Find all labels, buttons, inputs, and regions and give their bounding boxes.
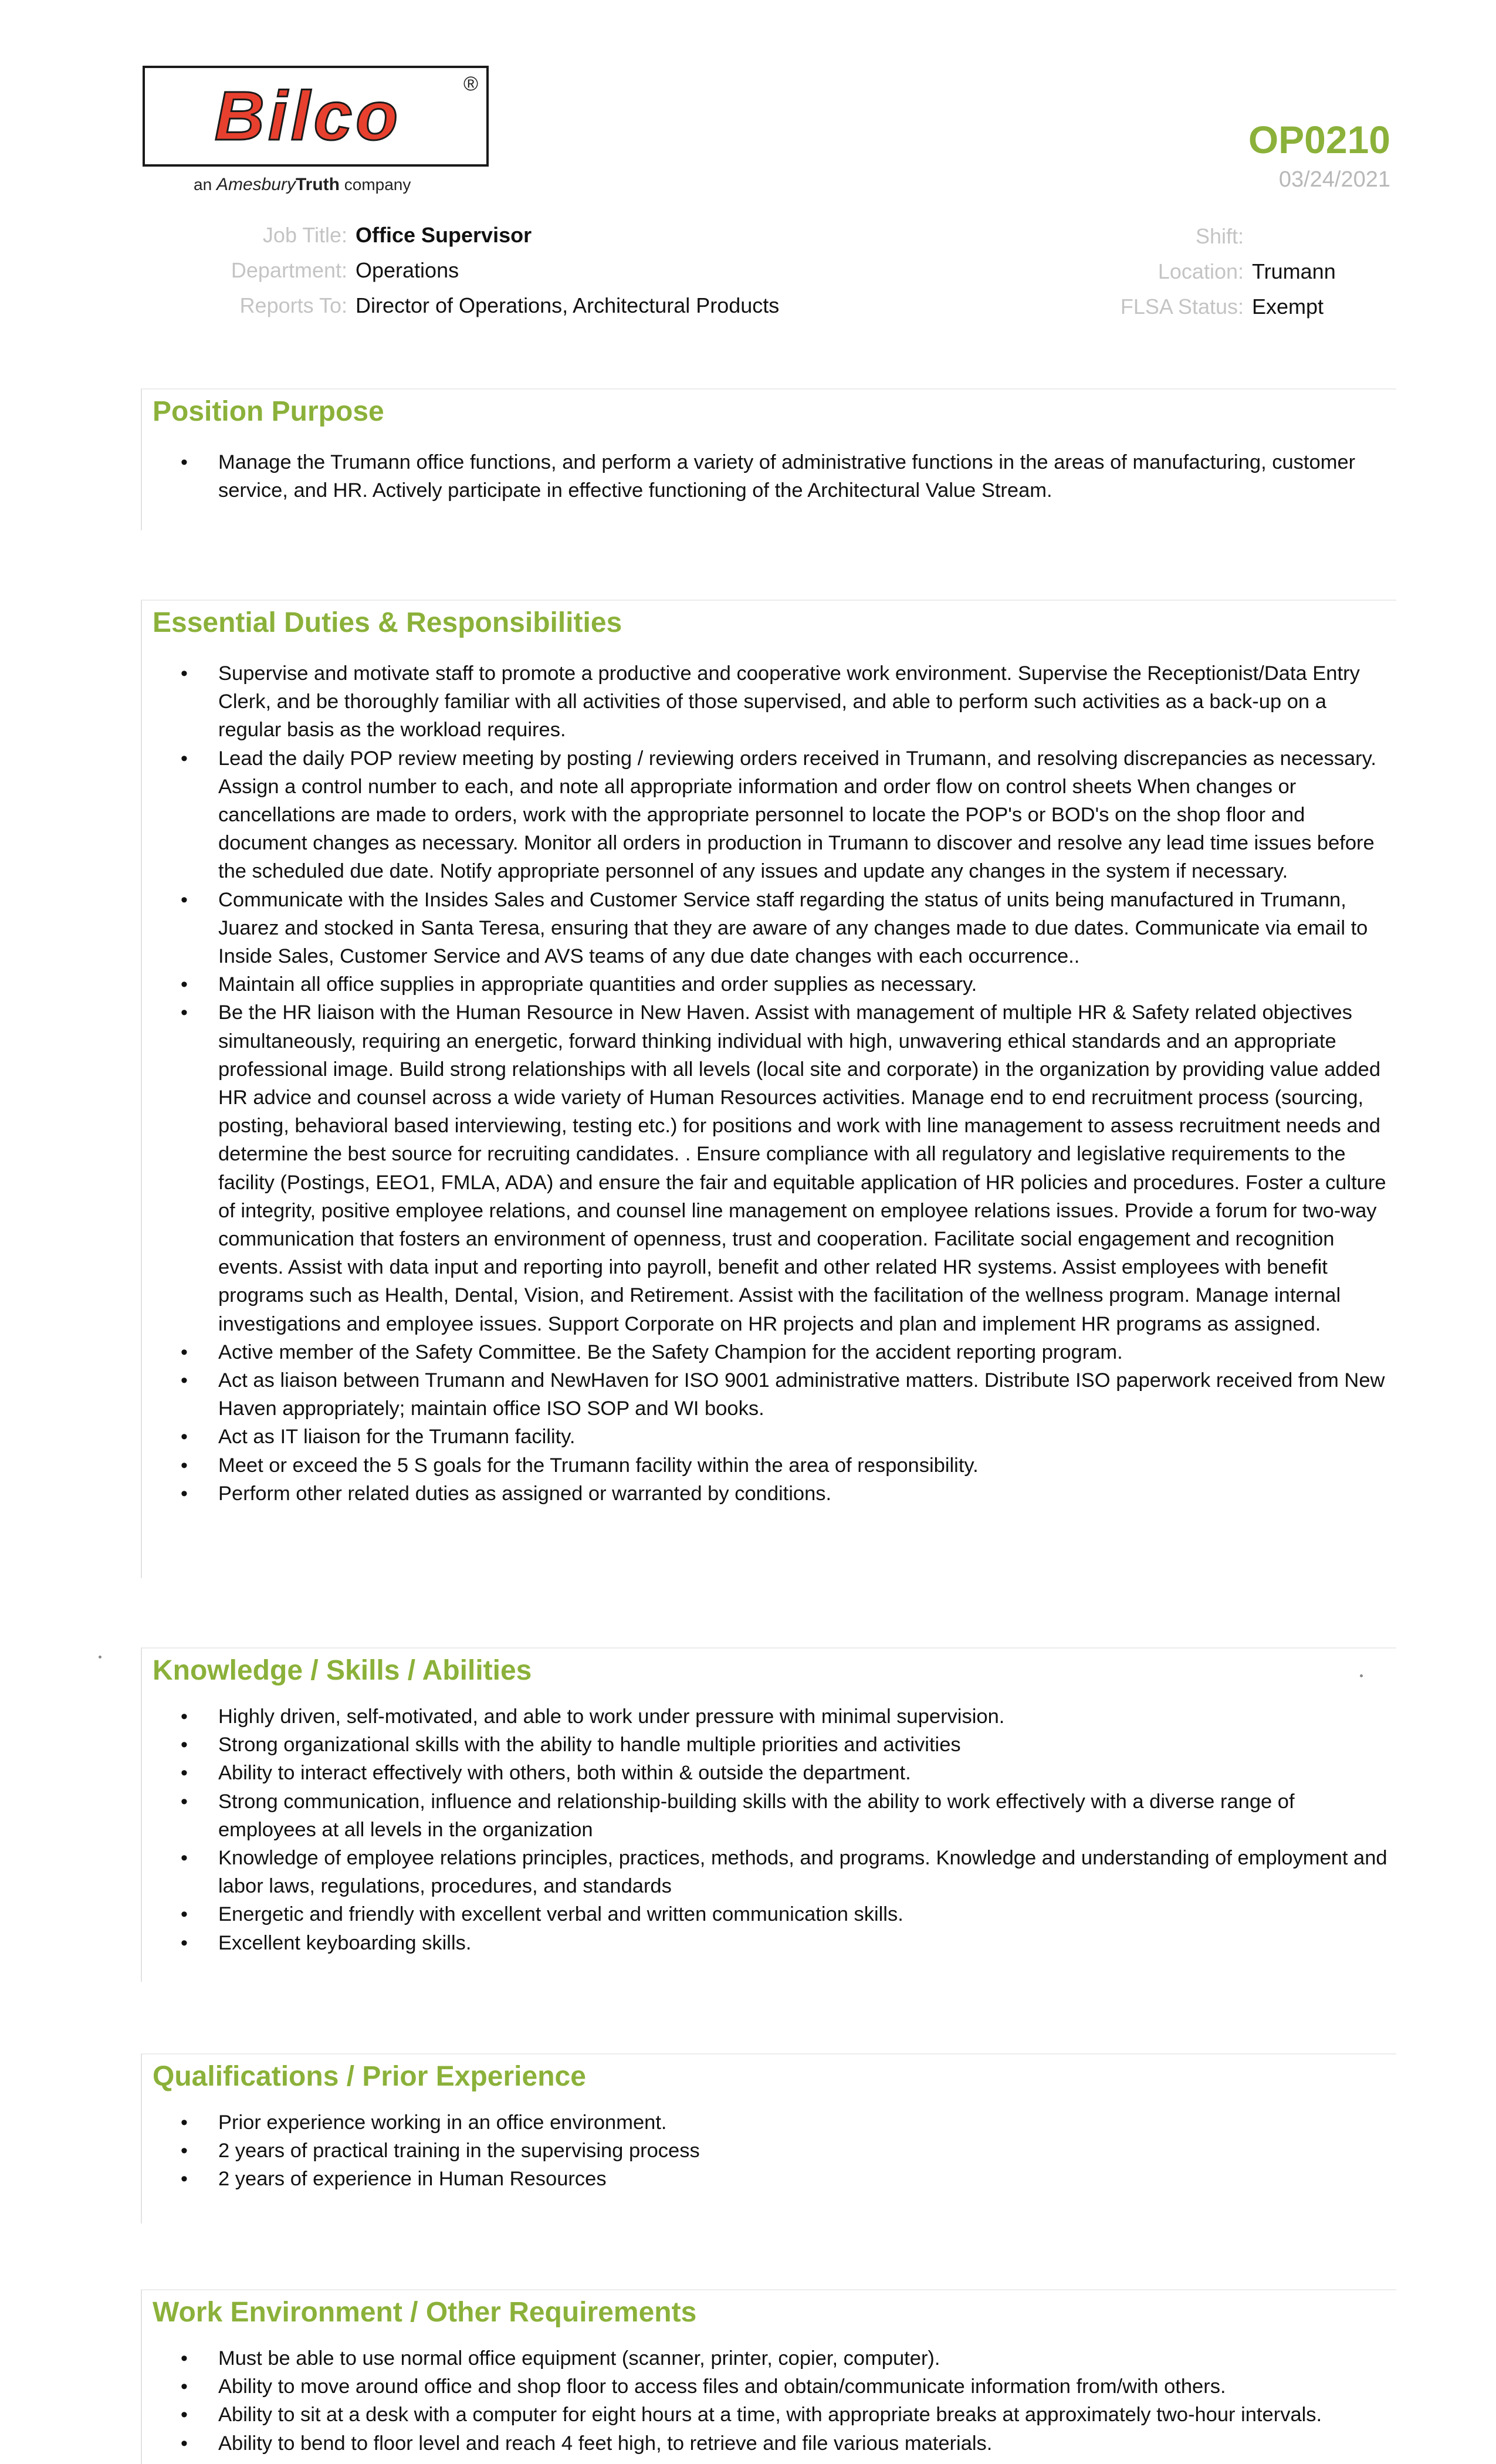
tagline-prefix: an <box>194 175 212 194</box>
document-date: 03/24/2021 <box>1278 167 1390 192</box>
shift-row <box>1068 224 1252 249</box>
list-item: • Supervise and motivate staff to promote a productive and cooperative work environment. Supervise the Receptionist/Data Entry Clerk, and be thoroughly familiar with all activities of those supervised, and able to perform such activities as a back-up on a regular basis as the workload requires. <box>181 659 1389 744</box>
department-value: Operations <box>356 258 459 282</box>
list-item: • Maintain all office supplies in appropriate quantities and order supplies as necessary. <box>181 970 1389 999</box>
reports-to-value: Director of Operations, Architectural Products <box>356 293 780 317</box>
flsa-value: Exempt <box>1252 295 1324 319</box>
list-item: • Knowledge of employee relations principles, practices, methods, and programs. Knowledge and understanding of employment and labor laws, regulations, procedures, and standards <box>181 1844 1389 1900</box>
document-id: OP0210 <box>1248 118 1390 161</box>
wordmark-text: Bilco <box>214 82 402 153</box>
purpose-list <box>181 448 1389 505</box>
list-item: • Meet or exceed the 5 S goals for the Trumann facility within the area of responsibility. <box>181 1451 1389 1480</box>
list-item: • 2 years of practical training in the supervising process <box>181 2137 1389 2165</box>
list-item: • Excellent keyboarding skills. <box>181 1929 1389 1957</box>
reports-to-row <box>147 293 779 318</box>
list-item: • 2 years of experience in Human Resources <box>181 2165 1389 2193</box>
list-item: • Strong organizational skills with the ability to handle multiple priorities and activities <box>181 1731 1389 1759</box>
list-item: • Ability to interact effectively with others, both within & outside the department. <box>181 1759 1389 1787</box>
section-title: Knowledge / Skills / Abilities <box>153 1655 532 1686</box>
department-row <box>147 258 459 283</box>
section-qualifications <box>141 2053 1396 2223</box>
list-item: • Ability to move around office and shop floor to access files and obtain/communicate information from/with others. <box>181 2372 1389 2401</box>
flsa-row <box>1068 295 1324 319</box>
list-item: • Act as liaison between Trumann and NewHaven for ISO 9001 administrative matters. Distribute ISO paperwork received from New Haven appropriately; maintain office ISO SOP and WI books. <box>181 1366 1389 1423</box>
tagline-suffix: company <box>344 175 411 194</box>
list-item: • Must be able to use normal office equipment (scanner, printer, copier, computer). <box>181 2344 1389 2372</box>
list-item: • Highly driven, self-motivated, and able to work under pressure with minimal supervision. <box>181 1703 1389 1731</box>
list-item: • Energetic and friendly with excellent verbal and written communication skills. <box>181 1900 1389 1928</box>
tagline-brand-b: Truth <box>295 175 340 194</box>
list-item: • Communicate with the Insides Sales and Customer Service staff regarding the status of units being manufactured in Trumann, Juarez and stocked in Santa Teresa, ensuring that they are aware of any changes made to due dates. Communicate via email to Inside Sales, Customer Service and AVS teams of any due date changes with each occurrence.. <box>181 886 1389 971</box>
list-item: • Manage the Trumann office functions, and perform a variety of administrative functions in the areas of manufacturing, customer service, and HR. Actively participate in effective functioning of the Architectural Value Stream. <box>181 448 1389 505</box>
location-row <box>1068 259 1336 284</box>
reports-to-label: Reports To: <box>239 293 347 317</box>
job-title-row <box>147 223 532 248</box>
shift-label: Shift: <box>1195 224 1244 248</box>
tagline-brand-a: Amesbury <box>216 175 296 194</box>
logo-tagline <box>194 175 411 195</box>
section-work-environment <box>141 2289 1396 2464</box>
job-title-value: Office Supervisor <box>356 223 532 247</box>
list-item: • Active member of the Safety Committee. Be the Safety Champion for the accident reporting program. <box>181 1338 1389 1366</box>
qualifications-list <box>181 2108 1389 2194</box>
department-label: Department: <box>231 258 347 282</box>
location-label: Location: <box>1157 259 1244 283</box>
list-item: • Be the HR liaison with the Human Resource in New Haven. Assist with management of multiple HR & Safety related objectives simultaneously, requiring an energetic, forward thinking individual with high, unwavering ethical standards and an appropriate professional image. Build strong relationships with all levels (local site and corporate) in the organization by providing value added HR advice and counsel across a wide variety of Human Resources activities. Manage end to end recruitment process (sourcing, posting, behavioral based interviewing, testing etc.) for positions and work with line management to assess recruitment needs and determine the best source for recruiting candidates. . Ensure compliance with all regulatory and legislative requirements to the facility (Postings, EEO1, FMLA, ADA) and ensure the fair and equitable application of HR policies and procedures. Foster a culture of integrity, positive employee relations, and counsel line management on employee relations issues. Provide a forum for two-way communication that fosters an environment of openness, trust and cooperation. Facilitate social engagement and recognition events. Assist with data input and reporting into payroll, benefit and other related HR systems. Assist employees with benefit programs such as Health, Dental, Vision, and Retirement. Assist with the facilitation of the wellness program. Manage internal investigations and employee issues. Support Corporate on HR projects and plan and implement HR programs as assigned. <box>181 999 1389 1338</box>
bilco-wordmark <box>155 82 461 153</box>
flsa-label: FLSA Status: <box>1120 295 1244 319</box>
section-title: Work Environment / Other Requirements <box>153 2297 697 2328</box>
company-logo <box>143 66 489 167</box>
scan-speck <box>99 1656 101 1659</box>
knowledge-list <box>181 1703 1389 1957</box>
duties-list <box>181 659 1389 1508</box>
list-item: • Prior experience working in an office environment. <box>181 2108 1389 2137</box>
list-item: • Ability to sit at a desk with a computer for eight hours at a time, with appropriate breaks at approximately two-hour intervals. <box>181 2401 1389 2429</box>
tagline-brand <box>216 175 340 194</box>
list-item: • Ability to bend to floor level and reach 4 feet high, to retrieve and file various materials. <box>181 2429 1389 2458</box>
section-essential-duties <box>141 600 1396 1578</box>
list-item: • Act as IT liaison for the Trumann facility. <box>181 1423 1389 1451</box>
section-title: Qualifications / Prior Experience <box>153 2061 586 2092</box>
list-item: • Lead the daily POP review meeting by posting / reviewing orders received in Trumann, and resolving discrepancies as necessary. Assign a control number to each, and note all appropriate information and order flow on control sheets When changes or cancellations are made to orders, work with the appropriate personnel to locate the POP's or BOD's on the shop floor and document changes as necessary. Monitor all orders in production in Trumann to discover and resolve any lead time issues before the scheduled due date. Notify appropriate personnel of any issues and update any changes in the system if necessary. <box>181 744 1389 886</box>
section-knowledge-skills <box>141 1647 1396 1982</box>
location-value: Trumann <box>1252 259 1336 283</box>
section-title: Essential Duties & Responsibilities <box>153 607 622 638</box>
list-item: • Strong communication, influence and relationship-building skills with the ability to work effectively with a diverse range of employees at all levels in the organization <box>181 1788 1389 1844</box>
section-title: Position Purpose <box>153 396 384 427</box>
section-position-purpose <box>141 388 1396 530</box>
job-title-label: Job Title: <box>262 223 347 247</box>
registered-mark: ® <box>463 73 478 95</box>
environment-list <box>181 2344 1389 2458</box>
list-item: • Perform other related duties as assigned or warranted by conditions. <box>181 1480 1389 1508</box>
